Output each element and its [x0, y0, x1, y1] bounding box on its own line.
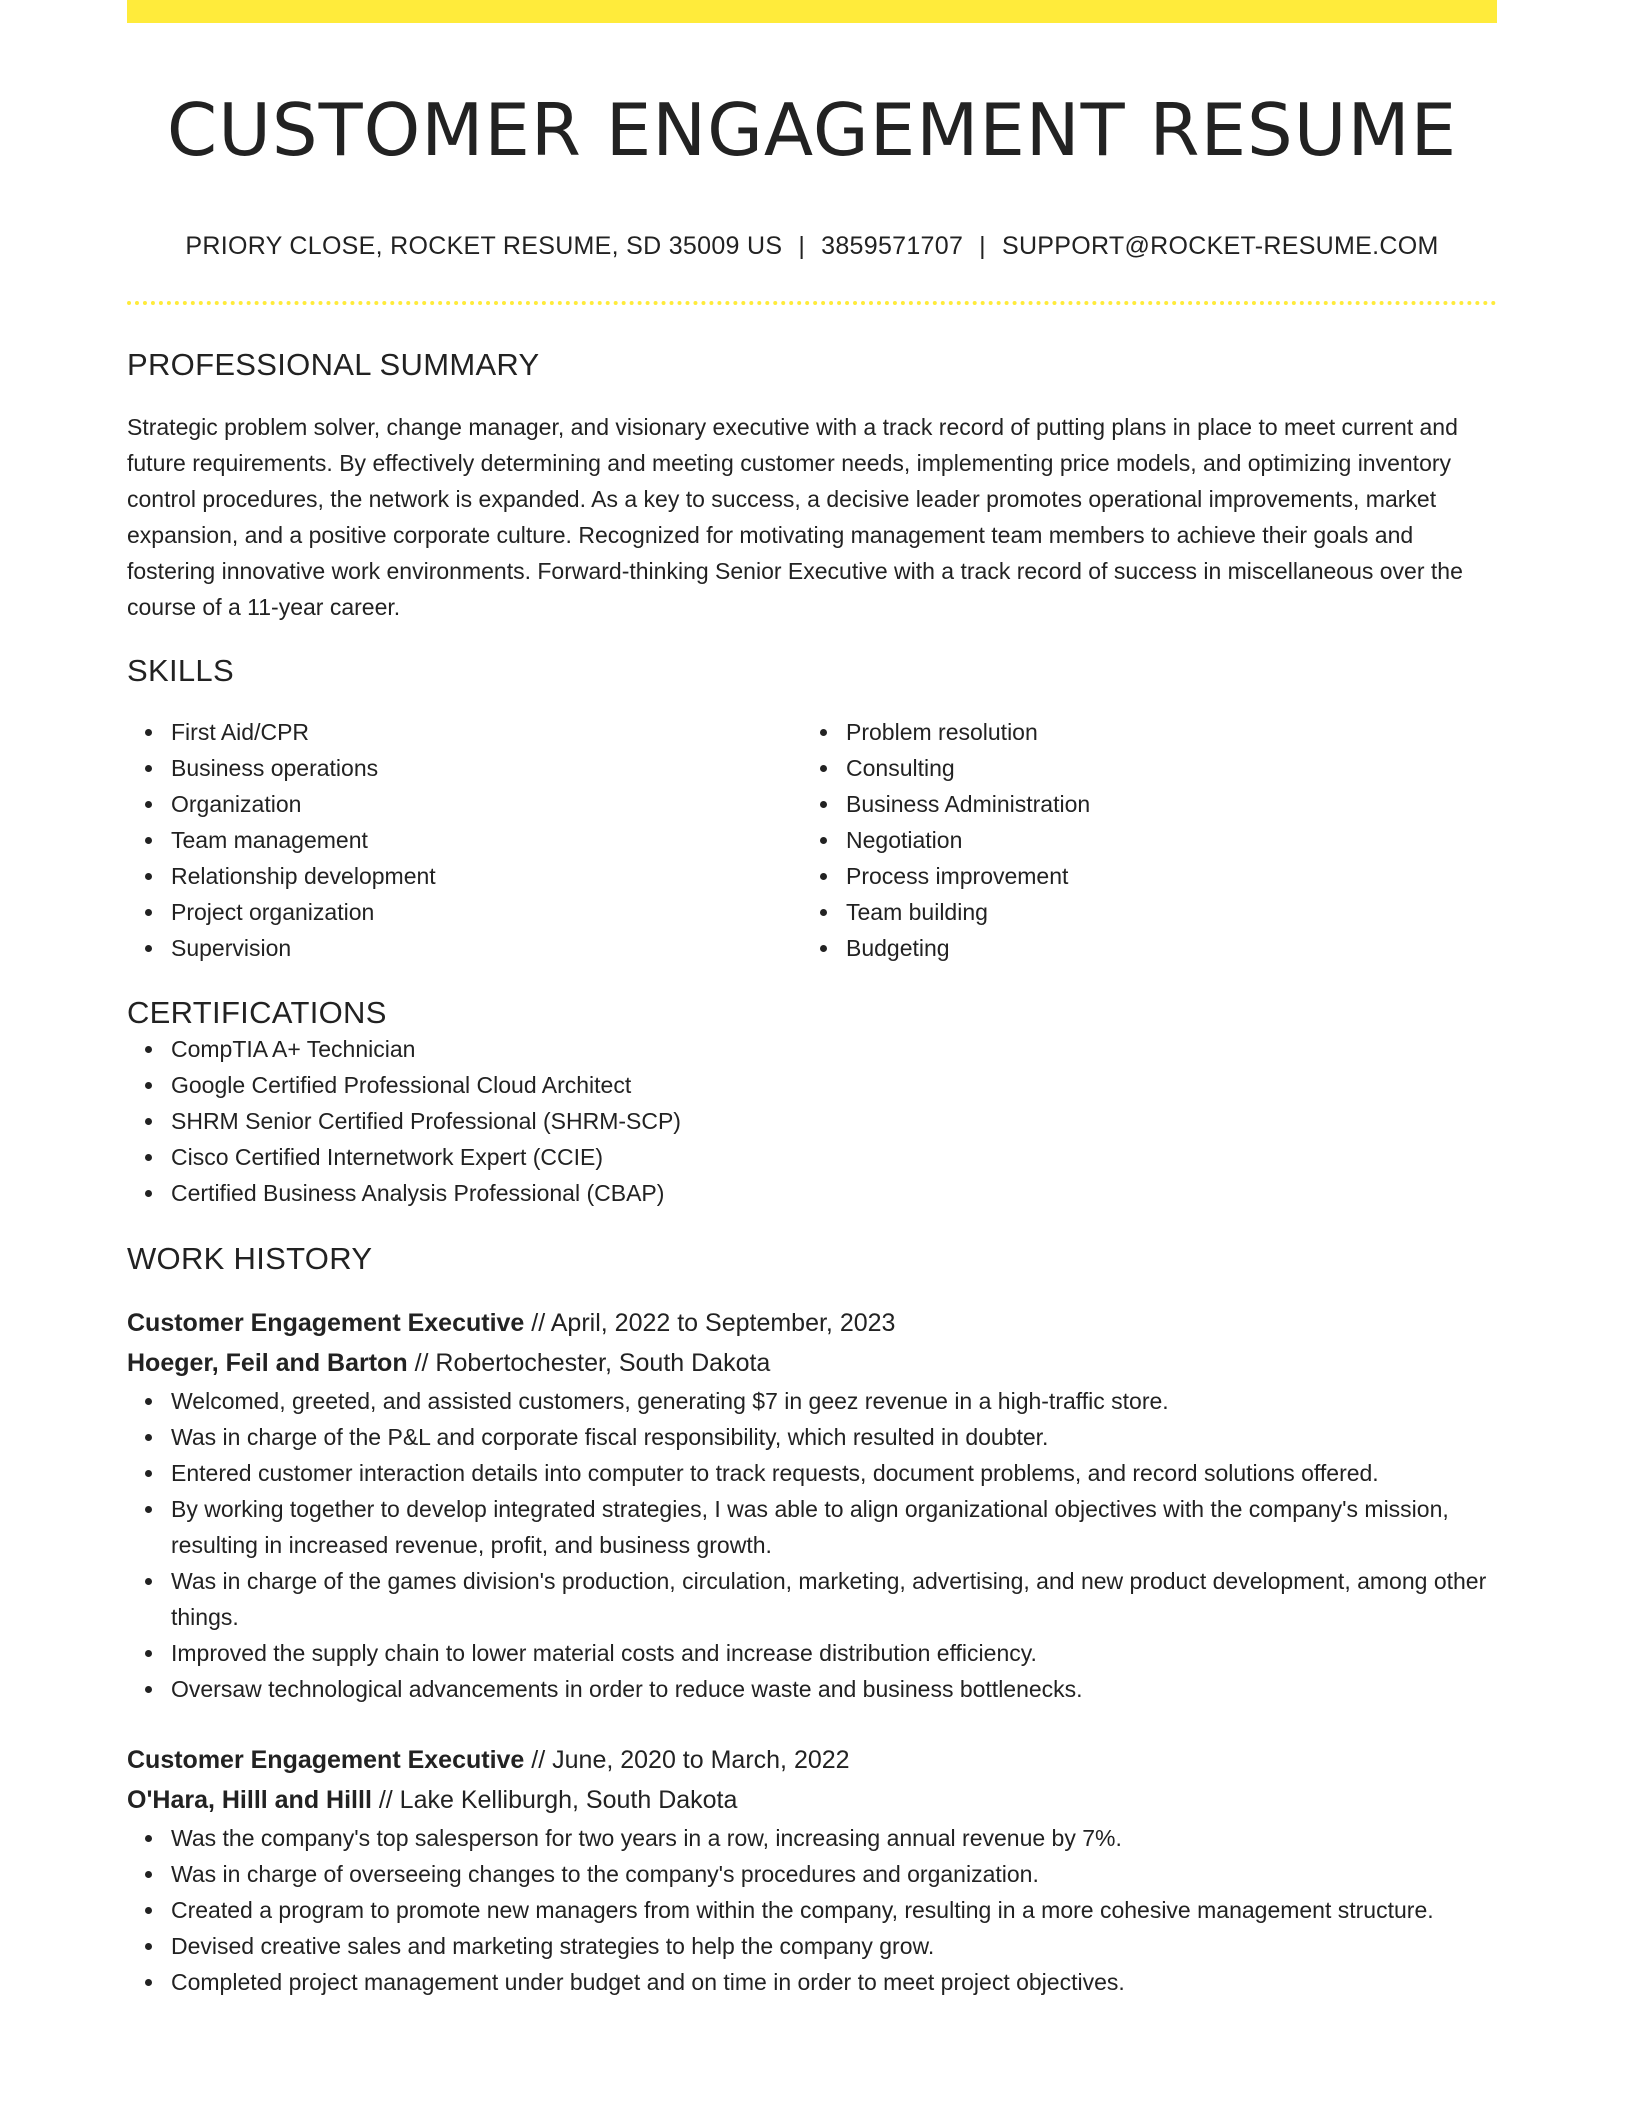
job-bullets	[127, 1383, 1497, 1707]
bullet-icon	[145, 945, 152, 952]
skill-label: Relationship development	[171, 863, 436, 889]
bullet-icon	[145, 1650, 152, 1657]
dotted-divider	[127, 301, 1497, 305]
job-company: Hoeger, Feil and Barton	[127, 1349, 408, 1377]
bullet-icon	[145, 1154, 152, 1161]
bullet-icon	[145, 1046, 152, 1053]
certification-item	[127, 1175, 1497, 1211]
contact-email: SUPPORT@ROCKET-RESUME.COM	[1001, 232, 1439, 260]
resume-page	[127, 0, 1497, 2000]
job-bullet-text: Was in charge of the P&L and corporate fiscal responsibility, which resulted in doubter.	[171, 1424, 1049, 1450]
skill-item	[802, 822, 1477, 858]
job-title: Customer Engagement Executive	[127, 1746, 525, 1774]
bullet-icon	[820, 765, 827, 772]
skill-label: Negotiation	[846, 827, 963, 853]
bullet-icon	[145, 1398, 152, 1405]
skill-item	[802, 750, 1477, 786]
skill-item	[802, 858, 1477, 894]
skill-label: Consulting	[846, 755, 955, 781]
accent-top-bar	[127, 0, 1497, 23]
skill-item	[802, 894, 1477, 930]
skills-list-left	[127, 714, 802, 966]
skill-item	[127, 822, 802, 858]
certification-label: Google Certified Professional Cloud Architect	[171, 1072, 632, 1098]
contact-line	[127, 231, 1497, 261]
job-bullet-text: Oversaw technological advancements in order to reduce waste and business bottlenecks.	[171, 1676, 1083, 1702]
contact-address: PRIORY CLOSE, ROCKET RESUME, SD 35009 US	[185, 232, 783, 260]
skill-label: Team management	[171, 827, 368, 853]
skills-heading: SKILLS	[127, 653, 234, 688]
bullet-icon	[145, 1871, 152, 1878]
job-bullet	[127, 1964, 1497, 2000]
job-bullet-text: Was in charge of overseeing changes to the company's procedures and organization.	[171, 1861, 1039, 1887]
bullet-icon	[145, 765, 152, 772]
bullet-icon	[145, 837, 152, 844]
job-bullet	[127, 1455, 1497, 1491]
job-bullet	[127, 1635, 1497, 1671]
bullet-icon	[820, 801, 827, 808]
resume-title: CUSTOMER ENGAGEMENT RESUME	[166, 88, 1458, 172]
job-company-line	[127, 1343, 1497, 1383]
bullet-icon	[145, 1907, 152, 1914]
summary-heading: PROFESSIONAL SUMMARY	[127, 347, 540, 382]
work-history-heading: WORK HISTORY	[127, 1241, 373, 1276]
job-bullet-text: Improved the supply chain to lower material costs and increase distribution efficiency.	[171, 1640, 1037, 1666]
bullet-icon	[145, 1943, 152, 1950]
bullet-icon	[820, 873, 827, 880]
bullet-icon	[820, 837, 827, 844]
certification-item	[127, 1139, 1497, 1175]
bullet-icon	[820, 729, 827, 736]
certification-item	[127, 1031, 1497, 1067]
bullet-icon	[145, 1979, 152, 1986]
bullet-icon	[145, 909, 152, 916]
skill-label: First Aid/CPR	[171, 719, 310, 745]
bullet-icon	[145, 729, 152, 736]
job-title-line	[127, 1303, 1497, 1343]
skill-label: Business operations	[171, 755, 379, 781]
job-title: Customer Engagement Executive	[127, 1309, 525, 1337]
job-bullet	[127, 1856, 1497, 1892]
job-location: // Robertochester, South Dakota	[414, 1349, 771, 1377]
certifications-heading: CERTIFICATIONS	[127, 995, 387, 1030]
certifications-list	[127, 1031, 1497, 1211]
job-bullet-text: Completed project management under budget and on time in order to meet project objectives.	[171, 1969, 1125, 1995]
skill-label: Supervision	[171, 935, 292, 961]
skill-label: Budgeting	[846, 935, 950, 961]
skill-item	[127, 714, 802, 750]
skills-grid	[127, 714, 1497, 966]
skill-label: Team building	[846, 899, 988, 925]
job-bullet-text: By working together to develop integrated strategies, I was able to align organizational objectives with the company's mission, resulting in increased revenue, profit, and business growth.	[171, 1496, 1449, 1558]
job-bullet-text: Created a program to promote new managers from within the company, resulting in a more cohesive management structure.	[171, 1897, 1434, 1923]
skills-list-right	[802, 714, 1477, 966]
job-bullet	[127, 1419, 1497, 1455]
skills-column-right	[802, 714, 1477, 966]
bullet-icon	[145, 1835, 152, 1842]
certification-label: SHRM Senior Certified Professional (SHRM-SCP)	[171, 1108, 681, 1134]
contact-separator: |	[798, 232, 806, 260]
skill-label: Business Administration	[846, 791, 1091, 817]
skill-item	[127, 786, 802, 822]
certification-label: Cisco Certified Internetwork Expert (CCIE)	[171, 1144, 604, 1170]
job-entry	[127, 1303, 1497, 1707]
bullet-icon	[820, 945, 827, 952]
skill-label: Problem resolution	[846, 719, 1038, 745]
job-entry	[127, 1740, 1497, 2000]
bullet-icon	[145, 1578, 152, 1585]
job-bullet-text: Was the company's top salesperson for two years in a row, increasing annual revenue by 7%.	[171, 1825, 1122, 1851]
bullet-icon	[145, 1082, 152, 1089]
job-bullet	[127, 1383, 1497, 1419]
job-dates: // June, 2020 to March, 2022	[531, 1746, 850, 1774]
job-bullet	[127, 1491, 1497, 1563]
summary-text: Strategic problem solver, change manager, and visionary executive with a track record of putting plans in place to meet current and future requirements. By effectively determining and meeting customer needs, implementing price models, and optimizing inventory control procedures, the network is expanded. As a key to success, a decisive leader promotes operational improvements, market expansion, and a positive corporate culture. Recognized for motivating management team members to achieve their goals and fostering innovative work environments. Forward-thinking Senior Executive with a track record of success in miscellaneous over the course of a 11-year career.	[127, 414, 1463, 620]
job-bullet	[127, 1671, 1497, 1707]
bullet-icon	[145, 1506, 152, 1513]
job-company: O'Hara, Hilll and Hilll	[127, 1786, 372, 1814]
bullet-icon	[145, 1434, 152, 1441]
job-location: // Lake Kelliburgh, South Dakota	[378, 1786, 738, 1814]
certification-label: Certified Business Analysis Professional (CBAP)	[171, 1180, 665, 1206]
skill-label: Process improvement	[846, 863, 1069, 889]
bullet-icon	[145, 801, 152, 808]
skill-item	[802, 714, 1477, 750]
skill-label: Organization	[171, 791, 302, 817]
contact-phone: 3859571707	[821, 232, 964, 260]
bullet-icon	[820, 909, 827, 916]
skill-item	[127, 894, 802, 930]
contact-separator: |	[979, 232, 986, 260]
job-bullet-text: Was in charge of the games division's production, circulation, marketing, advertising, and new product development, among other things.	[171, 1568, 1487, 1630]
job-bullet	[127, 1820, 1497, 1856]
certification-item	[127, 1067, 1497, 1103]
skill-item	[127, 858, 802, 894]
skill-item	[802, 786, 1477, 822]
skill-item	[127, 930, 802, 966]
job-company-line	[127, 1780, 1497, 1820]
job-bullet-text: Welcomed, greeted, and assisted customers, generating $7 in geez revenue in a high-traffic store.	[171, 1388, 1169, 1414]
bullet-icon	[145, 1470, 152, 1477]
job-bullet-text: Devised creative sales and marketing strategies to help the company grow.	[171, 1933, 935, 1959]
certification-item	[127, 1103, 1497, 1139]
skills-column-left	[127, 714, 802, 966]
job-bullets	[127, 1820, 1497, 2000]
skill-item	[127, 750, 802, 786]
bullet-icon	[145, 1190, 152, 1197]
certification-label: CompTIA A+ Technician	[171, 1036, 416, 1062]
job-dates: // April, 2022 to September, 2023	[531, 1309, 896, 1337]
skill-label: Project organization	[171, 899, 375, 925]
bullet-icon	[145, 1118, 152, 1125]
job-bullet	[127, 1928, 1497, 1964]
skill-item	[802, 930, 1477, 966]
bullet-icon	[145, 1686, 152, 1693]
job-bullet-text: Entered customer interaction details into computer to track requests, document problems, and record solutions offered.	[171, 1460, 1379, 1486]
bullet-icon	[145, 873, 152, 880]
job-title-line	[127, 1740, 1497, 1780]
job-bullet	[127, 1892, 1497, 1928]
job-bullet	[127, 1563, 1497, 1635]
